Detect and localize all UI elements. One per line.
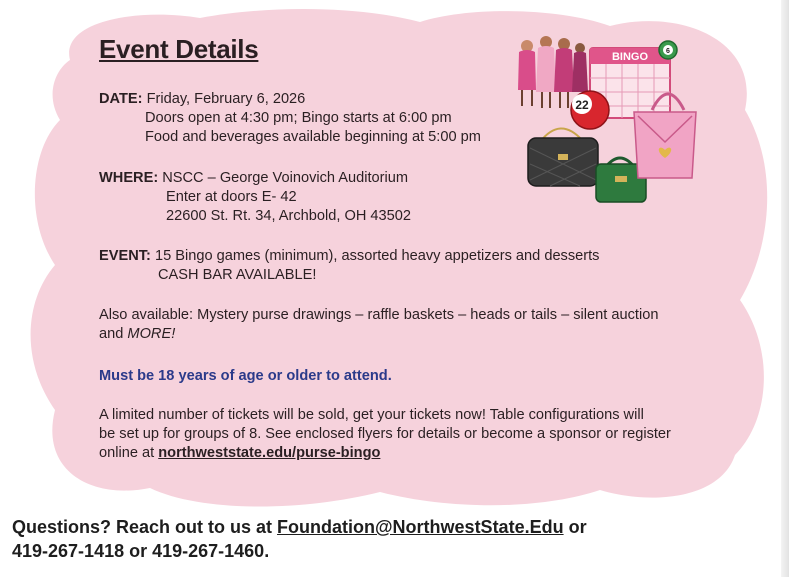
tickets-text-2: be set up for groups of 8. See enclosed flyers for details or become a sponsor or register — [99, 426, 671, 442]
where-value: NSCC – George Voinovich Auditorium — [162, 170, 409, 186]
questions-or: or — [563, 517, 587, 537]
date-label: DATE: — [99, 91, 143, 107]
online-at-text: online at — [99, 445, 159, 461]
questions-prefix: Questions? Reach out to us at — [12, 517, 278, 537]
food-beverages-text: Food and beverages available beginning at 5:00 pm — [145, 129, 481, 145]
where-label: WHERE: — [99, 170, 159, 186]
questions-phone-numbers: 419-267-1418 or 419-267-1460. — [12, 541, 270, 561]
scan-edge — [781, 0, 789, 577]
event-line — [99, 247, 599, 265]
where-line — [99, 169, 408, 187]
event-value: 15 Bingo games (minimum), assorted heavy appetizers and desserts — [154, 248, 600, 264]
and-more-line — [99, 325, 175, 343]
entrance-text: Enter at doors E- 42 — [166, 189, 297, 205]
tickets-text-1: A limited number of tickets will be sold, get your tickets now! Table configurations will — [99, 407, 644, 423]
date-value: Friday, February 6, 2026 — [146, 91, 306, 107]
and-text: and — [99, 326, 128, 342]
questions-line-1 — [12, 516, 587, 538]
red-ball-number: 22 — [575, 98, 589, 112]
bingo-card-label: BINGO — [611, 51, 649, 63]
doors-open-text: Doors open at 4:30 pm; Bingo starts at 6:00 pm — [145, 110, 452, 126]
age-requirement: Must be 18 years of age or older to attend. — [99, 368, 392, 384]
purse-bingo-link[interactable]: northweststate.edu/purse-bingo — [158, 445, 381, 461]
more-text: MORE! — [127, 326, 176, 342]
green-ball-number: 6 — [666, 48, 670, 55]
address-text: 22600 St. Rt. 34, Archbold, OH 43502 — [166, 208, 412, 224]
event-label: EVENT: — [99, 248, 151, 264]
also-available-text: Also available: Mystery purse drawings – raffle baskets – heads or tails – silent auction — [99, 307, 659, 323]
cash-bar-text: CASH BAR AVAILABLE! — [158, 267, 317, 283]
event-details-heading: Event Details — [99, 34, 259, 64]
bingo-purses-illustration — [500, 30, 700, 205]
foundation-email-link[interactable]: Foundation@NorthwestState.Edu — [277, 517, 564, 537]
tickets-text-3 — [99, 444, 380, 462]
date-line — [99, 90, 305, 108]
black-purse-icon — [528, 128, 598, 186]
